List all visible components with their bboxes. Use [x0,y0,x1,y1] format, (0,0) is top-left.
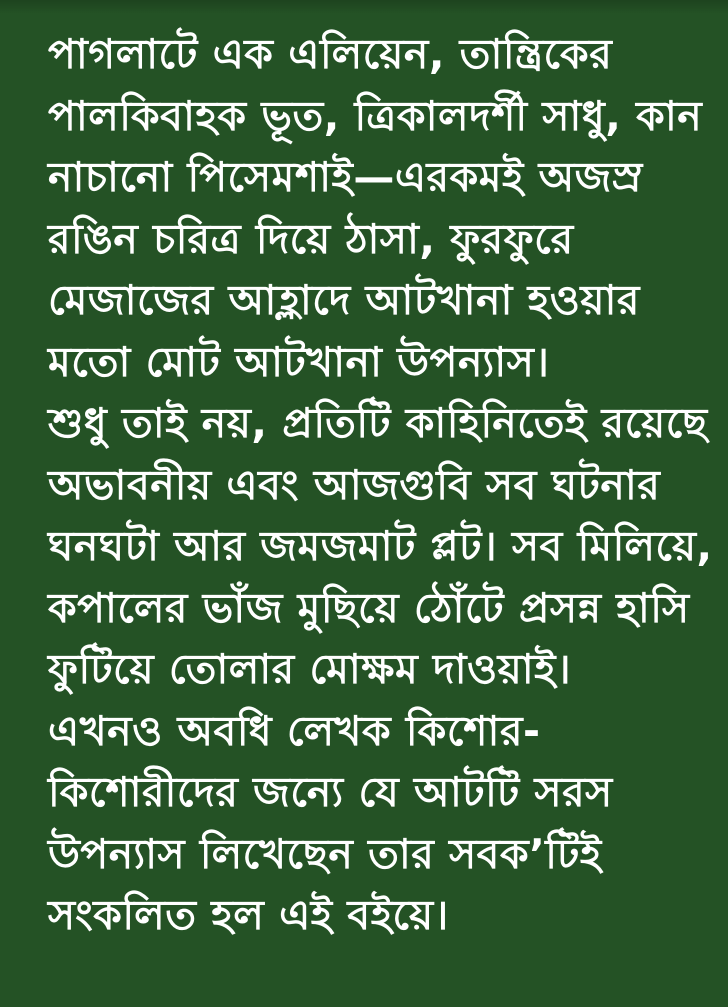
top-edge-shadow [0,0,728,14]
blurb-line: পালকিবাহক ভূত, ত্রিকালদর্শী সাধু, কান [48,91,703,140]
blurb-line: উপন্যাস লিখেছেন তার সবক’টিই [48,829,602,878]
blurb-line: অভাবনীয় এবং আজগুবি সব ঘটনার [48,460,661,509]
blurb-line: রঙিন চরিত্র দিয়ে ঠাসা, ফুরফুরে [48,214,574,263]
blurb-line: ঘনঘটা আর জমজমাট প্লট। সব মিলিয়ে, [48,522,713,570]
blurb-line: মেজাজের আহ্লাদে আটখানা হওয়ার [48,276,640,324]
blurb-line: মতো মোট আটখানা উপন্যাস। [48,337,550,386]
blurb-line: সংকলিত হল এই বইয়ে। [48,891,449,939]
blurb-line: কিশোরীদের জন্যে যে আটটি সরস [48,768,613,816]
blurb-line: নাচানো পিসেমশাই—এরকমই অজস্র [48,153,643,201]
blurb-line: কপালের ভাঁজ মুছিয়ে ঠোঁটে প্রসন্ন হাসি [48,583,690,632]
blurb-line: শুধু তাই নয়, প্রতিটি কাহিনিতেই রয়েছে [48,399,708,447]
blurb-line: এখনও অবধি লেখক কিশোর- [48,706,541,755]
blurb-line: ফুটিয়ে তোলার মোক্ষম দাওয়াই। [48,645,572,693]
blurb-line: পাগলাটে এক এলিয়েন, তান্ত্রিকের [48,30,613,78]
blurb-text-block [48,24,713,947]
